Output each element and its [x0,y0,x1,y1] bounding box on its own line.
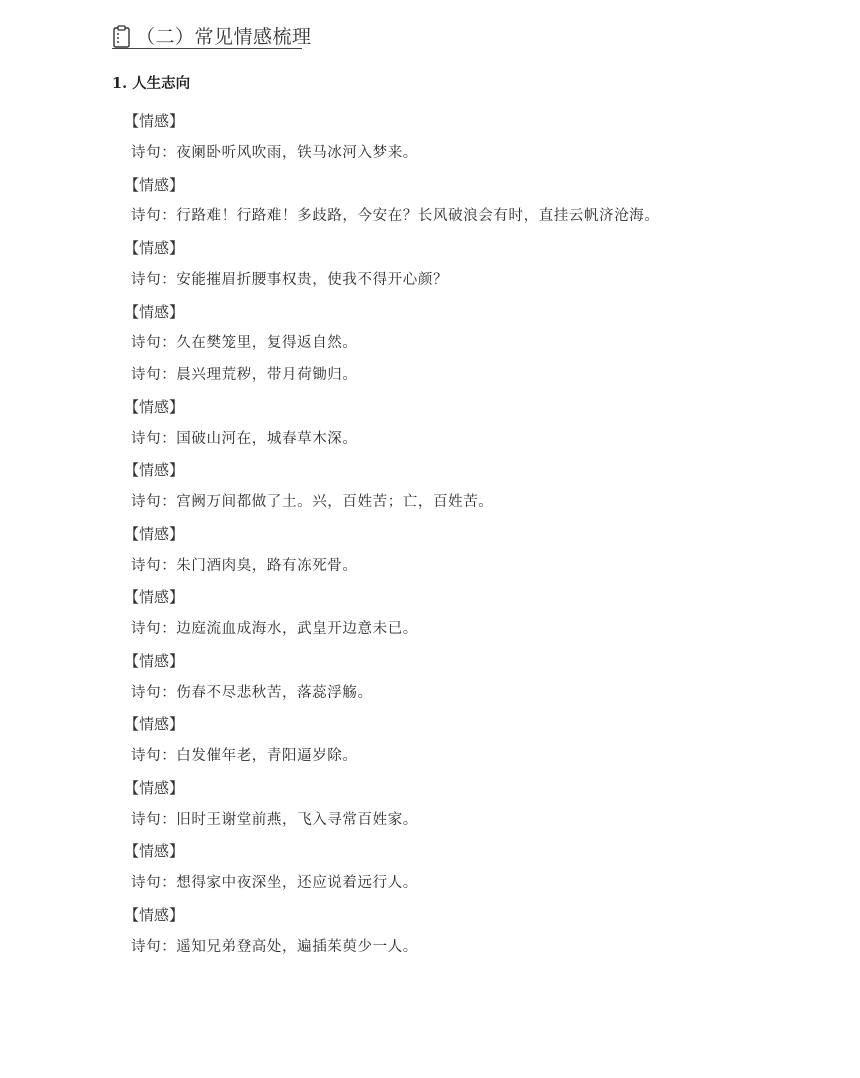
emotion-tag: 【情感】 [124,588,185,606]
poem-line: 诗句：国破山河在，城春草木深。 [131,431,358,447]
clipboard-icon [112,24,132,50]
poem-line: 诗句：久在樊笼里，复得返自然。 [131,335,358,351]
poem-line: 诗句：晨兴理荒秽，带月荷锄归。 [131,367,358,383]
emotion-tag: 【情感】 [124,398,185,416]
emotion-tag: 【情感】 [124,525,185,543]
emotion-tag: 【情感】 [124,303,185,321]
poem-line: 诗句：遥知兄弟登高处，遍插茱萸少一人。 [131,939,418,955]
section-title-underline [112,48,302,49]
poem-line: 诗句：安能摧眉折腰事权贵，使我不得开心颜？ [131,272,449,288]
emotion-tag: 【情感】 [124,842,185,860]
emotion-tag: 【情感】 [124,715,185,733]
emotion-tag: 【情感】 [124,461,185,479]
emotion-tag: 【情感】 [124,652,185,670]
poem-line: 诗句：夜阑卧听风吹雨，铁马冰河入梦来。 [131,145,418,161]
emotion-tag: 【情感】 [124,906,185,924]
poem-line: 诗句：朱门酒肉臭，路有冻死骨。 [131,558,358,574]
poem-line: 诗句：行路难！行路难！多歧路，今安在？长风破浪会有时，直挂云帆济沧海。 [131,208,660,224]
emotion-tag: 【情感】 [124,239,185,257]
poem-line: 诗句：白发催年老，青阳逼岁除。 [131,748,358,764]
subsection-title: 1. 人生志向 [112,75,191,92]
emotion-tag: 【情感】 [124,779,185,797]
emotion-tag: 【情感】 [124,176,185,194]
emotion-tag: 【情感】 [124,112,185,130]
poem-line: 诗句：伤春不尽悲秋苦，落蕊浮觞。 [131,685,373,701]
poem-line: 诗句：想得家中夜深坐，还应说着远行人。 [131,875,418,891]
poem-line: 诗句：宫阙万间都做了土。兴，百姓苦；亡，百姓苦。 [131,494,494,510]
poem-line: 诗句：旧时王谢堂前燕，飞入寻常百姓家。 [131,812,418,828]
poem-line: 诗句：边庭流血成海水，武皇开边意未已。 [131,621,418,637]
section-title: （二）常见情感梳理 [136,26,312,48]
